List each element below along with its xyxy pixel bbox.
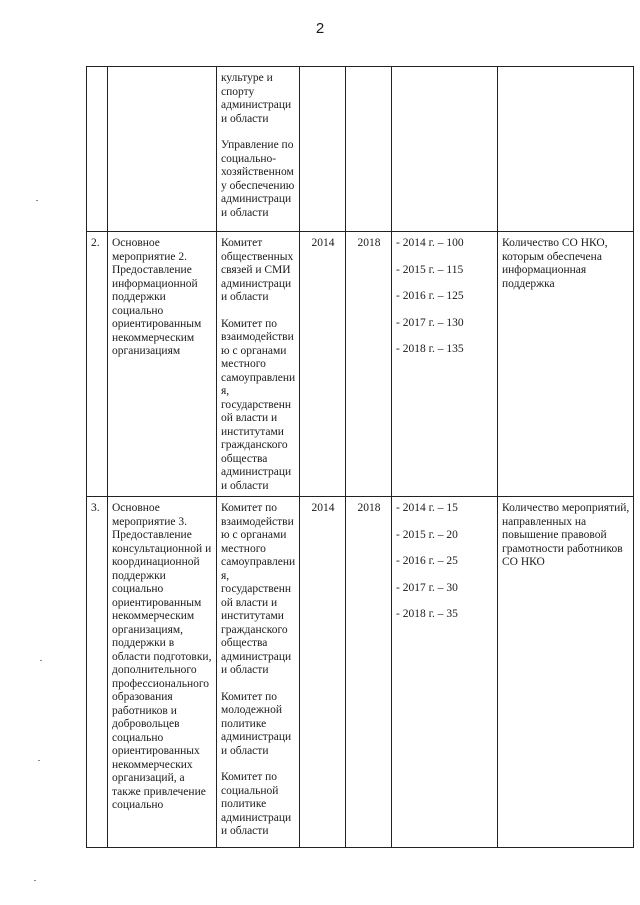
start-year: 2014 bbox=[311, 502, 335, 514]
program-table bbox=[86, 66, 634, 848]
table-row bbox=[87, 232, 634, 497]
result-cell bbox=[498, 232, 634, 497]
result-cell bbox=[498, 497, 634, 848]
row-number-cell bbox=[87, 232, 108, 497]
executor-text: культуре и спорту администрации области bbox=[221, 72, 292, 125]
indicator-value: - 2018 г. – 35 bbox=[396, 608, 458, 620]
indicator-cell bbox=[392, 497, 498, 848]
row-number: 2. bbox=[91, 237, 100, 249]
indicator-value: - 2016 г. – 125 bbox=[396, 290, 464, 302]
executor-text: Комитет по социальной политике администрации области bbox=[221, 771, 292, 837]
start-year: 2014 bbox=[311, 237, 335, 249]
row-number-cell bbox=[87, 67, 108, 232]
indicator-value: - 2017 г. – 130 bbox=[396, 316, 464, 329]
executor-text: Комитет по взаимодействию с органами местного самоуправления, государственной власти и институтами гражданского общества администрации области bbox=[221, 317, 296, 492]
indicator-value: - 2014 г. – 100 bbox=[396, 237, 464, 249]
scan-speck bbox=[40, 660, 42, 661]
indicator-value: - 2015 г. – 115 bbox=[396, 263, 464, 276]
indicator-value: - 2017 г. – 30 bbox=[396, 581, 458, 594]
end-year-cell bbox=[346, 497, 392, 848]
end-year: 2018 bbox=[357, 502, 381, 514]
executor-cell bbox=[217, 67, 300, 232]
table-row bbox=[87, 497, 634, 848]
result-cell bbox=[498, 67, 634, 232]
result-text: Количество мероприятий, направленных на повышение правовой грамотности работников СО НКО bbox=[502, 502, 630, 568]
start-year-cell bbox=[300, 497, 346, 848]
end-year-cell bbox=[346, 232, 392, 497]
start-year-cell bbox=[300, 232, 346, 497]
event-cell bbox=[108, 497, 217, 848]
start-year-cell bbox=[300, 67, 346, 232]
end-year-cell bbox=[346, 67, 392, 232]
executor-text: Управление по социально-хозяйственному обеспечению администрации области bbox=[221, 139, 295, 219]
row-number-cell bbox=[87, 497, 108, 848]
scan-speck bbox=[34, 880, 36, 881]
event-cell bbox=[108, 232, 217, 497]
end-year: 2018 bbox=[357, 237, 381, 249]
table-row bbox=[87, 67, 634, 232]
indicator-value: - 2018 г. – 135 bbox=[396, 343, 464, 355]
result-text: Количество СО НКО, которым обеспечена информационная поддержка bbox=[502, 237, 608, 290]
executor-text: Комитет общественных связей и СМИ администрации области bbox=[221, 237, 294, 303]
indicator-cell bbox=[392, 67, 498, 232]
indicator-cell bbox=[392, 232, 498, 497]
indicator-value: - 2014 г. – 15 bbox=[396, 502, 458, 514]
row-number: 3. bbox=[91, 502, 100, 514]
event-text: Основное мероприятие 3. Предоставление консультационной и координационной поддержки социально ориентированным некоммерческим организациям, поддержки в области подготовки, дополнительного профессионального образования работников и добровольцев социально ориентированных некоммерческих организаций, а также привлечение социально bbox=[112, 502, 212, 811]
executor-cell bbox=[217, 497, 300, 848]
event-text: Основное мероприятие 2. Предоставление информационной поддержки социально ориентированным некоммерческим организациям bbox=[112, 237, 202, 357]
page-number: 2 bbox=[315, 20, 325, 37]
indicator-value: - 2015 г. – 20 bbox=[396, 528, 458, 541]
executor-cell bbox=[217, 232, 300, 497]
indicator-value: - 2016 г. – 25 bbox=[396, 555, 458, 567]
scan-speck bbox=[36, 200, 38, 201]
executor-text: Комитет по молодежной политике администрации области bbox=[221, 690, 292, 757]
scan-speck bbox=[38, 760, 40, 761]
event-cell bbox=[108, 67, 217, 232]
executor-text: Комитет по взаимодействию с органами местного самоуправления, государственной власти и институтами гражданского общества администрации области bbox=[221, 502, 296, 676]
